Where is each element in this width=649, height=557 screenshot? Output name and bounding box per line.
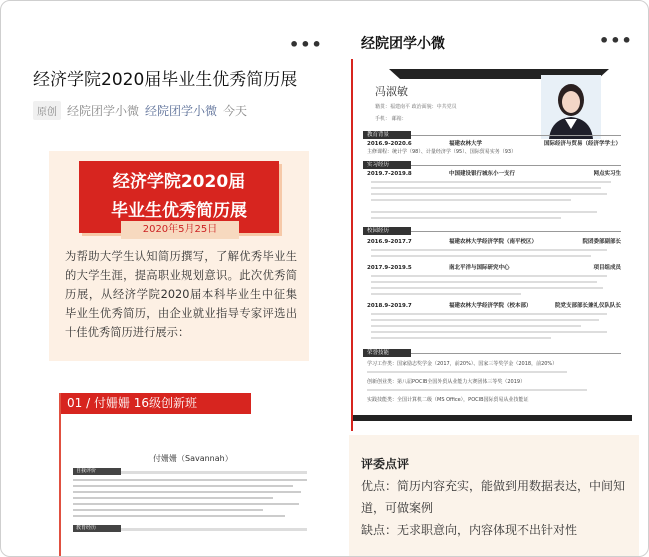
banner-line-1: 经济学院2020届: [112, 172, 246, 192]
divider: [121, 528, 307, 531]
resume-row: 2016.9-2020.6 福建农林大学 国际经济与贸易（经济学学士）: [367, 141, 621, 147]
divider: [411, 231, 621, 232]
mini-heading-2: 教育经历: [76, 525, 97, 531]
text-line: [73, 491, 301, 493]
account-header: 经院团学小微: [361, 36, 445, 52]
text-line: [371, 275, 607, 277]
review-title: 评委点评: [361, 457, 410, 471]
original-badge: 原创: [33, 101, 61, 120]
resume-info-line: 籍贯：福建南平 政治面貌：中共党员: [375, 104, 457, 110]
portrait-icon: [541, 75, 601, 139]
profile-photo: [541, 75, 601, 139]
text-line: [371, 325, 581, 327]
text-line: [367, 371, 567, 373]
publish-date: 今天: [223, 104, 248, 118]
honor-heading: 荣誉技能: [363, 349, 411, 357]
review-text: [361, 475, 631, 541]
divider: [411, 135, 621, 136]
text-line: [73, 479, 307, 481]
author-name: 经院团学小微: [67, 104, 140, 118]
text-line: [371, 193, 607, 195]
intro-paragraph: 为帮助大学生认知简历撰写，了解优秀毕业生的大学生涯，提高职业规划意识。此次优秀简历展，从经济学院2020届本科毕业生中征集毕业生优秀简历，由企业就业指导专家评选出十佳优秀简历进行展示：: [65, 250, 297, 339]
text-line: [73, 497, 273, 499]
text-line: [371, 249, 607, 251]
text-line: [371, 287, 603, 289]
text-line: [73, 503, 299, 505]
mini-heading-1: 自我评价: [76, 468, 97, 474]
text-line: [371, 313, 607, 315]
resume-row: 学习工作类：国家励志奖学金（2017，前20%）、国家三等奖学金（2018，前20%）: [367, 361, 558, 367]
article-title: 经济学院2020届毕业生优秀简历展: [33, 70, 298, 90]
campus-heading: 校园经历: [363, 227, 411, 235]
text-line: [367, 389, 587, 391]
account-link[interactable]: 经院团学小微: [145, 104, 218, 118]
text-line: [371, 293, 521, 295]
text-line: [371, 217, 561, 219]
edu-heading: 教育背景: [363, 131, 411, 139]
divider: [411, 353, 621, 354]
resume-row: 2019.7-2019.8 中国建设银行城东小一支行 网点实习生: [367, 171, 621, 177]
text-line: [371, 187, 601, 189]
text-line: [371, 211, 597, 213]
resume-row: 主修课程：统计学（98）、计量经济学（95）、国际贸易实务（93）: [367, 149, 517, 155]
text-line: [371, 319, 599, 321]
banner-date: 2020年5月25日: [121, 221, 239, 239]
review-box: [349, 435, 639, 557]
more-menu-icon[interactable]: •••: [599, 31, 633, 50]
text-line: [73, 485, 293, 487]
right-article-pane: [331, 1, 649, 557]
text-line: [371, 331, 607, 333]
resume-row: 2017.9-2019.5 南北平洋与国际研究中心 项目组成员: [367, 265, 621, 271]
resume-bottom-bar: [353, 415, 632, 421]
more-menu-icon[interactable]: •••: [289, 35, 323, 54]
divider: [411, 165, 621, 166]
article-meta: [33, 101, 247, 120]
resume-info: [375, 101, 457, 125]
text-line: [73, 515, 285, 517]
resume-row: 创新创业类：第八届POCIB全国外贸从业能力大赛团体三等奖（2019）: [367, 379, 526, 385]
resume-row: 2016.9-2017.7 福建农林大学经济学院（南平校区） 院团委部副部长: [367, 239, 621, 245]
mini-resume: [73, 453, 308, 557]
text-line: [371, 255, 591, 257]
resume-info-line: 手机： 邮箱：: [375, 116, 407, 122]
divider: [121, 471, 307, 474]
text-line: [371, 181, 611, 183]
resume-name: 冯淑敏: [375, 85, 408, 98]
left-article-pane: [11, 1, 321, 557]
resume-row: 实践技能类：全国计算机二级（MS Office），POCIB国际贸易从业技能证: [367, 397, 529, 403]
text-line: [73, 509, 263, 511]
section-header: 01 / 付姗姗 16级创新班: [61, 393, 251, 414]
intern-heading: 实习经历: [363, 161, 411, 169]
banner-line-2: 毕业生优秀简历展: [111, 201, 247, 221]
review-weakness: 缺点：无求职意向，内容体现不出针对性: [361, 523, 578, 537]
review-strength: 优点：简历内容充实，能做到用数据表达，中间知道，可做案例: [361, 479, 626, 515]
resume-preview: [59, 393, 315, 557]
resume-image: [351, 59, 630, 431]
text-line: [371, 199, 571, 201]
text-line: [371, 337, 551, 339]
cover-card: [49, 151, 309, 361]
text-line: [371, 281, 597, 283]
resume-row: 2018.9-2019.7 福建农林大学经济学院（校本部） 院党支部部长兼礼仪队队长: [367, 303, 621, 309]
mini-resume-name: 付姗姗（Savannah）: [153, 454, 233, 463]
